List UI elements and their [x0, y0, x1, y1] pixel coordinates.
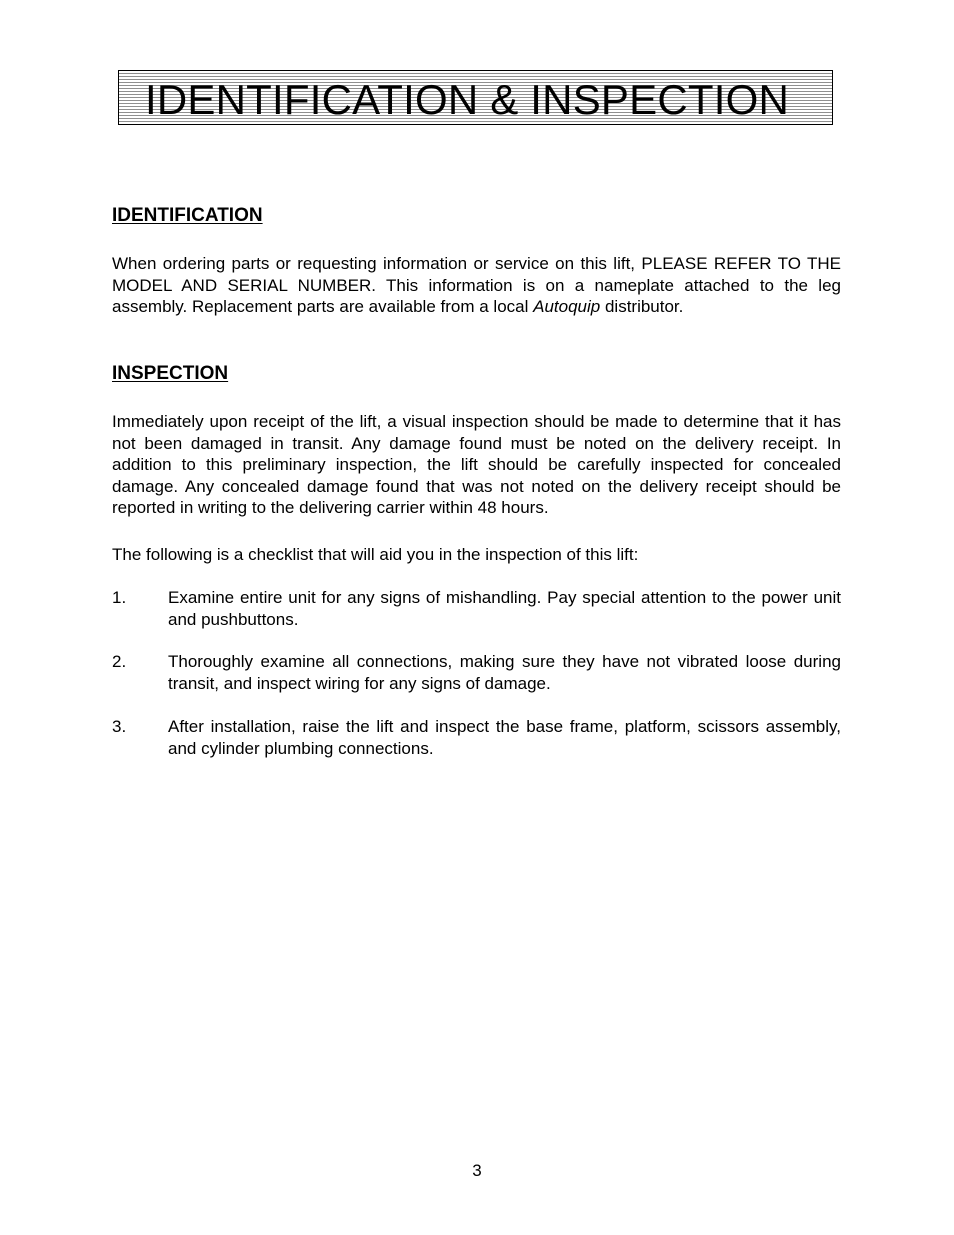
page-title: IDENTIFICATION & INSPECTION	[145, 76, 789, 123]
checklist-item-text: After installation, raise the lift and inspect the base frame, platform, scissors assembly, and cylinder plumbing connections.	[168, 717, 841, 758]
inspection-paragraph: Immediately upon receipt of the lift, a visual inspection should be made to determine that it has not been damaged in transit. Any damage found must be noted on the delivery receipt. In addition to this preliminary inspection, the lift should be carefully inspected for concealed damage. Any concealed damage found that was not noted on the delivery receipt should be reported in writing to the delivering carrier within 48 hours.	[112, 412, 841, 517]
inspection-heading: INSPECTION	[112, 363, 229, 384]
identification-heading: IDENTIFICATION	[112, 205, 263, 226]
identification-text-start: When ordering parts or requesting information or service on this lift, PLEASE REFER TO THE MODEL AND SERIAL NUMBER. This information is on a nameplate attached to the leg assembly. Replacement parts are available from a local	[112, 254, 841, 316]
title-banner	[118, 70, 833, 125]
checklist-item-number: 1.	[112, 588, 127, 607]
identification-paragraph	[112, 253, 841, 318]
checklist-item-text: Thoroughly examine all connections, making sure they have not vibrated loose during transit, and inspect wiring for any signs of damage.	[168, 652, 841, 693]
identification-text-end: distributor.	[600, 297, 684, 316]
checklist-item-text: Examine entire unit for any signs of mishandling. Pay special attention to the power unit and pushbuttons.	[168, 588, 841, 629]
page-number: 3	[472, 1161, 482, 1180]
checklist-item-number: 3.	[112, 717, 127, 736]
brand-name: Autoquip	[533, 297, 601, 316]
checklist-intro: The following is a checklist that will aid you in the inspection of this lift:	[112, 545, 639, 564]
checklist-item-number: 2.	[112, 652, 127, 671]
